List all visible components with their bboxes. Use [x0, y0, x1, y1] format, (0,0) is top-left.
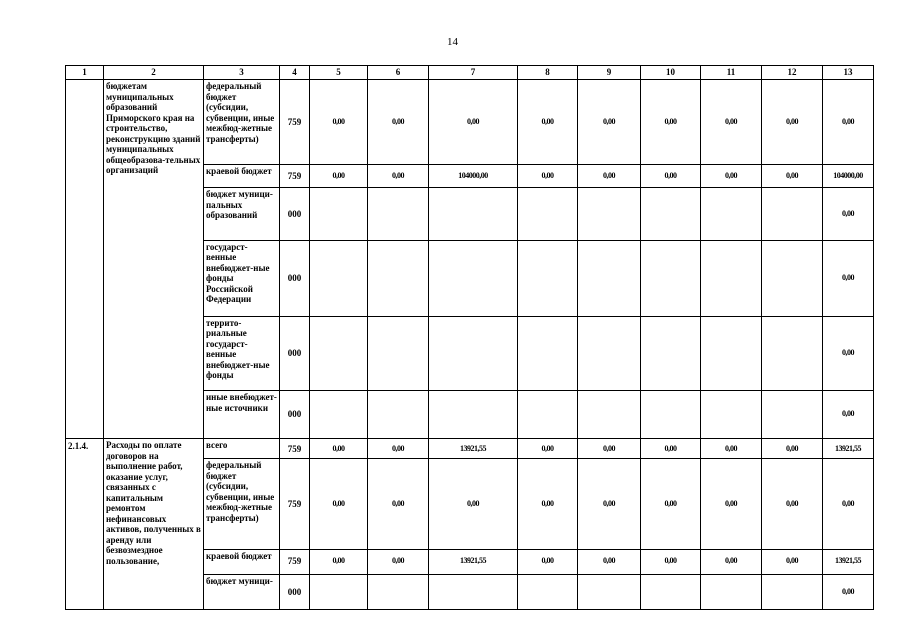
column-header: 10 [641, 66, 701, 80]
value-cell: 0,00 [701, 80, 762, 165]
code-cell: 000 [280, 574, 310, 609]
value-cell: 0,00 [368, 459, 429, 549]
item-name-cell: Расходы по оплате договоров на выполнение работ, оказание услуг, связанных с капитальным ремонтом нефинансовых активов, полученных в аренду или безвозмездное пользование, [104, 439, 204, 610]
value-cell: 0,00 [823, 316, 874, 390]
value-cell: 0,00 [518, 459, 578, 549]
value-cell [641, 574, 701, 609]
value-cell: 0,00 [368, 80, 429, 165]
value-cell [641, 391, 701, 439]
value-cell [429, 391, 518, 439]
value-cell: 0,00 [578, 80, 641, 165]
value-cell: 0,00 [762, 439, 823, 459]
value-cell [701, 391, 762, 439]
column-header: 11 [701, 66, 762, 80]
value-cell [578, 188, 641, 240]
value-cell: 0,00 [368, 165, 429, 188]
value-cell [310, 188, 368, 240]
value-cell [310, 316, 368, 390]
value-cell [641, 188, 701, 240]
value-cell: 0,00 [823, 80, 874, 165]
value-cell: 0,00 [518, 165, 578, 188]
code-cell: 759 [280, 439, 310, 459]
budget-table [65, 65, 874, 610]
value-cell: 0,00 [429, 80, 518, 165]
value-cell: 0,00 [368, 549, 429, 574]
value-cell: 0,00 [518, 80, 578, 165]
value-cell [578, 240, 641, 316]
value-cell [310, 240, 368, 316]
value-cell [518, 316, 578, 390]
value-cell: 0,00 [518, 549, 578, 574]
value-cell: 0,00 [701, 549, 762, 574]
value-cell [762, 316, 823, 390]
column-header: 2 [104, 66, 204, 80]
value-cell: 0,00 [701, 165, 762, 188]
value-cell [429, 240, 518, 316]
value-cell: 0,00 [823, 391, 874, 439]
value-cell: 0,00 [823, 459, 874, 549]
value-cell: 104000,00 [429, 165, 518, 188]
code-cell: 000 [280, 188, 310, 240]
value-cell: 0,00 [701, 459, 762, 549]
value-cell: 13921,55 [429, 439, 518, 459]
funding-source-cell: иные внебюджет-ные источники [204, 391, 280, 439]
column-header: 13 [823, 66, 874, 80]
value-cell: 0,00 [578, 165, 641, 188]
page-number: 14 [447, 36, 458, 48]
column-header: 1 [66, 66, 104, 80]
value-cell: 0,00 [518, 439, 578, 459]
value-cell [368, 574, 429, 609]
value-cell: 0,00 [762, 549, 823, 574]
value-cell [368, 391, 429, 439]
funding-source-cell: террито-риальные государст-венные внебюджет-ные фонды [204, 316, 280, 390]
value-cell: 0,00 [310, 439, 368, 459]
value-cell [701, 240, 762, 316]
value-cell: 0,00 [641, 80, 701, 165]
value-cell [701, 316, 762, 390]
value-cell: 0,00 [310, 549, 368, 574]
value-cell: 0,00 [310, 80, 368, 165]
value-cell: 0,00 [762, 80, 823, 165]
value-cell [310, 574, 368, 609]
column-header: 3 [204, 66, 280, 80]
value-cell: 0,00 [823, 188, 874, 240]
value-cell [518, 188, 578, 240]
value-cell: 13921,55 [429, 549, 518, 574]
column-header: 4 [280, 66, 310, 80]
value-cell [518, 240, 578, 316]
value-cell: 13921,55 [823, 549, 874, 574]
value-cell [578, 316, 641, 390]
value-cell [701, 574, 762, 609]
value-cell [368, 188, 429, 240]
funding-source-cell: бюджет муници- [204, 574, 280, 609]
funding-source-cell: краевой бюджет [204, 549, 280, 574]
code-cell: 759 [280, 549, 310, 574]
code-cell: 000 [280, 240, 310, 316]
value-cell [762, 574, 823, 609]
value-cell [578, 574, 641, 609]
table-row [66, 439, 874, 459]
value-cell: 0,00 [429, 459, 518, 549]
item-index-cell [66, 80, 104, 439]
value-cell: 0,00 [310, 165, 368, 188]
funding-source-cell: федеральный бюджет (субсидии, субвенции, иные межбюд-жетные трансферты) [204, 80, 280, 165]
funding-source-cell: всего [204, 439, 280, 459]
funding-source-cell: бюджет муници-пальных образований [204, 188, 280, 240]
value-cell: 0,00 [578, 549, 641, 574]
value-cell: 0,00 [701, 439, 762, 459]
item-name-cell: бюджетам муниципальных образований Приморского края на строительство, реконструкцию зданий муниципальных общеобразова-тельных организаций [104, 80, 204, 439]
value-cell [429, 574, 518, 609]
value-cell [641, 316, 701, 390]
value-cell: 0,00 [762, 459, 823, 549]
value-cell [429, 316, 518, 390]
column-header: 9 [578, 66, 641, 80]
value-cell [762, 391, 823, 439]
value-cell [310, 391, 368, 439]
value-cell [701, 188, 762, 240]
table-header-row [66, 66, 874, 80]
value-cell: 0,00 [823, 240, 874, 316]
value-cell [762, 188, 823, 240]
funding-source-cell: федеральный бюджет (субсидии, субвенции, иные межбюд-жетные трансферты) [204, 459, 280, 549]
column-header: 12 [762, 66, 823, 80]
value-cell: 0,00 [762, 165, 823, 188]
column-header: 8 [518, 66, 578, 80]
value-cell: 0,00 [823, 574, 874, 609]
column-header: 5 [310, 66, 368, 80]
value-cell: 0,00 [641, 165, 701, 188]
value-cell: 0,00 [578, 439, 641, 459]
value-cell: 104000,00 [823, 165, 874, 188]
value-cell [518, 391, 578, 439]
code-cell: 759 [280, 80, 310, 165]
column-header: 6 [368, 66, 429, 80]
value-cell: 0,00 [310, 459, 368, 549]
value-cell: 0,00 [578, 459, 641, 549]
code-cell: 000 [280, 391, 310, 439]
column-header: 7 [429, 66, 518, 80]
table-row [66, 80, 874, 165]
funding-source-cell: краевой бюджет [204, 165, 280, 188]
value-cell: 0,00 [368, 439, 429, 459]
value-cell: 0,00 [641, 459, 701, 549]
value-cell [518, 574, 578, 609]
code-cell: 000 [280, 316, 310, 390]
value-cell [578, 391, 641, 439]
item-index-cell: 2.1.4. [66, 439, 104, 610]
code-cell: 759 [280, 459, 310, 549]
value-cell: 13921,55 [823, 439, 874, 459]
value-cell: 0,00 [641, 549, 701, 574]
funding-source-cell: государст-венные внебюджет-ные фонды Российской Федерации [204, 240, 280, 316]
value-cell [762, 240, 823, 316]
value-cell: 0,00 [641, 439, 701, 459]
value-cell [429, 188, 518, 240]
value-cell [368, 240, 429, 316]
code-cell: 759 [280, 165, 310, 188]
value-cell [368, 316, 429, 390]
value-cell [641, 240, 701, 316]
